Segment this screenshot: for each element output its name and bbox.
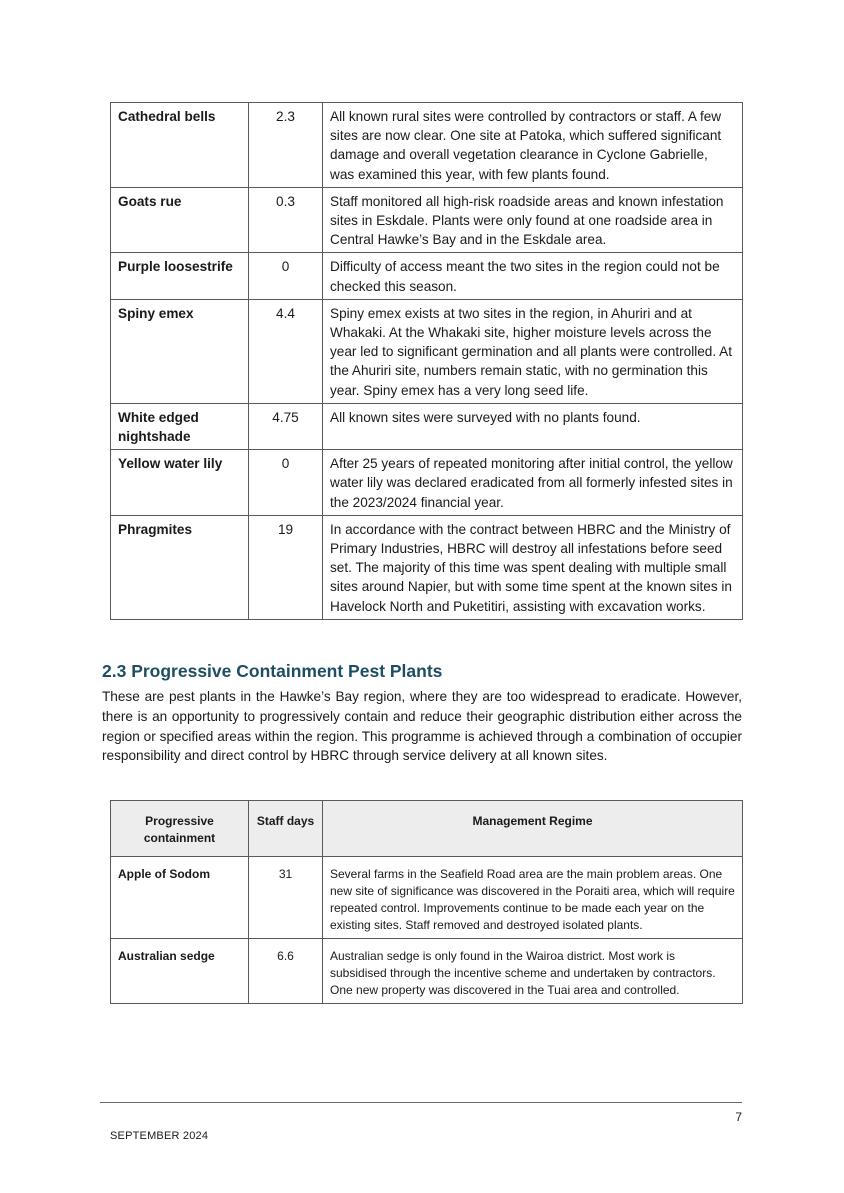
row-description: After 25 years of repeated monitoring after initial control, the yellow water lily was declared eradicated from all formerly infested sites in the 2023/2024 financial year. (323, 450, 743, 516)
row-description: Australian sedge is only found in the Wairoa district. Most work is subsidised through the incentive scheme and undertaken by contractors. One new property was discovered in the Tuai area and controlled. (323, 939, 743, 1004)
column-header-staff-days: Staff days (249, 801, 323, 857)
section-heading: 2.3 Progressive Containment Pest Plants (102, 661, 443, 681)
plant-name: White edged nightshade (111, 403, 249, 449)
plant-name: Goats rue (111, 187, 249, 253)
table-row (111, 187, 743, 253)
plant-name: Apple of Sodom (111, 857, 249, 939)
staff-days: 31 (249, 857, 323, 939)
row-description: All known sites were surveyed with no plants found. (323, 403, 743, 449)
staff-days: 4.4 (249, 299, 323, 403)
plant-name: Purple loosestrife (111, 253, 249, 299)
column-header-containment: Progressive containment (111, 801, 249, 857)
table-row (111, 103, 743, 188)
plant-name: Cathedral bells (111, 103, 249, 188)
table-row (111, 857, 743, 939)
weed-eradication-table (110, 102, 743, 620)
footer-divider (100, 1102, 742, 1103)
column-header-management-regime: Management Regime (323, 801, 743, 857)
staff-days: 6.6 (249, 939, 323, 1004)
plant-name: Phragmites (111, 515, 249, 619)
row-description: Staff monitored all high-risk roadside areas and known infestation sites in Eskdale. Plants were only found at one roadside area in Central Hawke’s Bay and in the Eskdale area. (323, 187, 743, 253)
row-description: Spiny emex exists at two sites in the region, in Ahuriri and at Whakaki. At the Whakaki site, higher moisture levels across the year led to significant germination and all plants were controlled. At the Ahuriri site, numbers remain static, with no germination this year. Spiny emex has a very long seed life. (323, 299, 743, 403)
table-row (111, 403, 743, 449)
table-header-row (111, 801, 743, 857)
row-description: Difficulty of access meant the two sites in the region could not be checked this season. (323, 253, 743, 299)
plant-name: Yellow water lily (111, 450, 249, 516)
table-row (111, 939, 743, 1004)
staff-days: 4.75 (249, 403, 323, 449)
staff-days: 19 (249, 515, 323, 619)
table-row (111, 299, 743, 403)
staff-days: 2.3 (249, 103, 323, 188)
row-description: Several farms in the Seafield Road area are the main problem areas. One new site of significance was discovered in the Poraiti area, which will require repeated control. Improvements continue to be made each year on the existing sites. Staff removed and destroyed isolated plants. (323, 857, 743, 939)
section-paragraph: These are pest plants in the Hawke’s Bay region, where they are too widespread to eradicate. However, there is an opportunity to progressively contain and reduce their geographic distribution either across the region or specified areas within the region. This programme is achieved through a combination of occupier responsibility and direct control by HBRC through service delivery at all known sites. (102, 689, 742, 764)
row-description: In accordance with the contract between HBRC and the Ministry of Primary Industries, HBRC will destroy all infestations before seed set. The majority of this time was spent dealing with multiple small sites around Napier, but with some time spent at the known sites in Havelock North and Puketitiri, assisting with excavation works. (323, 515, 743, 619)
page-number: 7 (735, 1110, 742, 1124)
table-row (111, 253, 743, 299)
plant-name: Australian sedge (111, 939, 249, 1004)
staff-days: 0 (249, 253, 323, 299)
plant-name: Spiny emex (111, 299, 249, 403)
staff-days: 0 (249, 450, 323, 516)
row-description: All known rural sites were controlled by contractors or staff. A few sites are now clear. One site at Patoka, which suffered significant damage and overall vegetation clearance in Cyclone Gabrielle, was examined this year, with few plants found. (323, 103, 743, 188)
staff-days: 0.3 (249, 187, 323, 253)
footer-date: SEPTEMBER 2024 (110, 1130, 209, 1142)
progressive-containment-table (110, 800, 743, 1004)
table-row (111, 450, 743, 516)
table-row (111, 515, 743, 619)
